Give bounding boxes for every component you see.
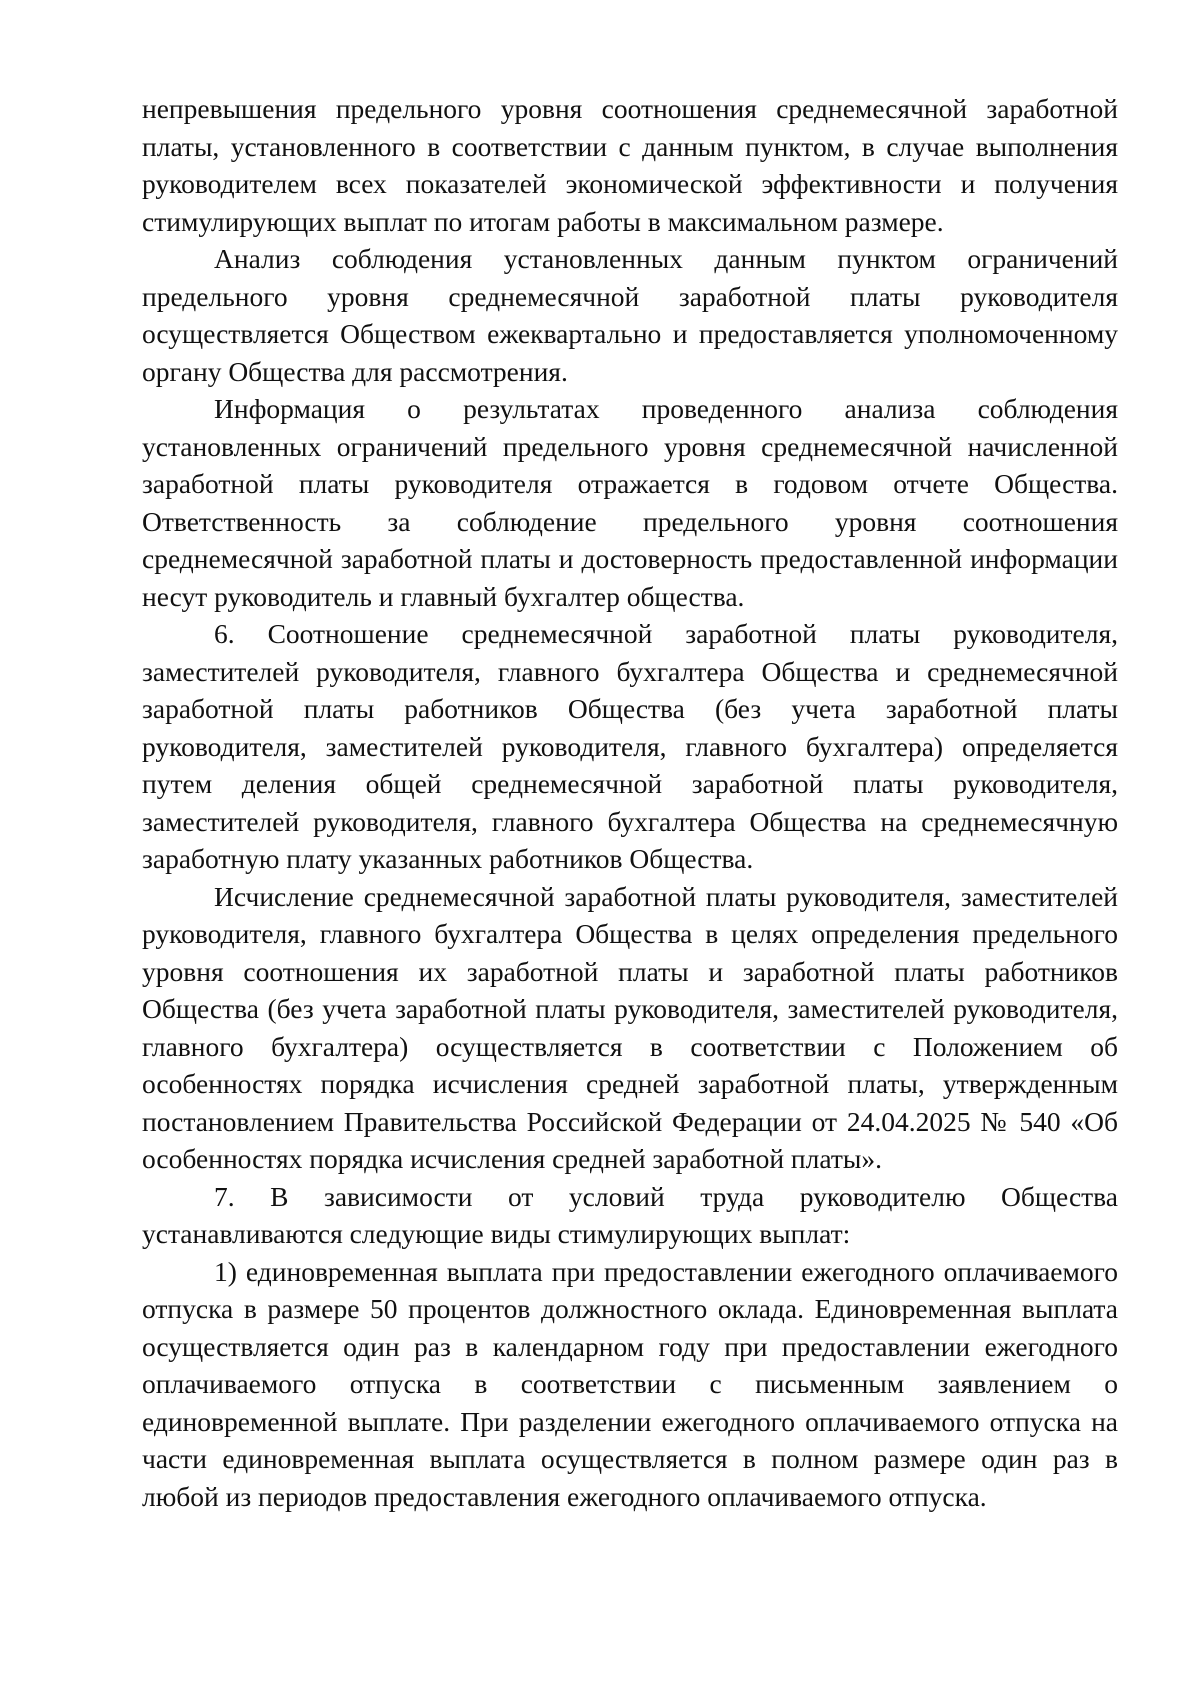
paragraph-item-7: 7. В зависимости от условий труда руководителю Общества устанавливаются следующие виды стимулирующих выплат:: [142, 1180, 1118, 1249]
paragraph-continuation: непревышения предельного уровня соотношения среднемесячной заработной платы, установленного в соответствии с данным пунктом, в случае выполнения руководителем всех показателей экономической эффективности и получения стимулирующих выплат по итогам работы в максимальном размере.: [142, 93, 1118, 237]
document-page: [142, 90, 1118, 1515]
paragraph-item-6: 6. Соотношение среднемесячной заработной платы руководителя, заместителей руководителя, главного бухгалтера Общества и среднемесячной заработной платы работников Общества (без учета заработной платы руководителя, заместителей руководителя, главного бухгалтера) определяется путем деления общей среднемесячной заработной платы руководителя, заместителей руководителя, главного бухгалтера Общества на среднемесячную заработную плату указанных работников Общества.: [142, 618, 1118, 874]
paragraph-calculation: Исчисление среднемесячной заработной платы руководителя, заместителей руководителя, главного бухгалтера Общества в целях определения предельного уровня соотношения их заработной платы и заработной платы работников Общества (без учета заработной платы руководителя, заместителей руководителя, главного бухгалтера) осуществляется в соответствии с Положением об особенностях порядка исчисления средней заработной платы, утвержденным постановлением Правительства Российской Федерации от 24.04.2025 № 540 «Об особенностях порядка исчисления средней заработной платы».: [142, 880, 1118, 1174]
paragraph-analysis: Анализ соблюдения установленных данным пунктом ограничений предельного уровня среднемесячной заработной платы руководителя осуществляется Обществом ежеквартально и предоставляется уполномоченному органу Общества для рассмотрения.: [142, 243, 1118, 387]
paragraph-information: Информация о результатах проведенного анализа соблюдения установленных ограничений предельного уровня среднемесячной начисленной заработной платы руководителя отражается в годовом отчете Общества. Ответственность за соблюдение предельного уровня соотношения среднемесячной заработной платы и достоверность предоставленной информации несут руководитель и главный бухгалтер общества.: [142, 393, 1118, 612]
paragraph-subitem-1: 1) единовременная выплата при предоставлении ежегодного оплачиваемого отпуска в размере 50 процентов должностного оклада. Единовременная выплата осуществляется один раз в календарном году при предоставлении ежегодного оплачиваемого отпуска в соответствии с письменным заявлением о единовременной выплате. При разделении ежегодного оплачиваемого отпуска на части единовременная выплата осуществляется в полном размере один раз в любой из периодов предоставления ежегодного оплачиваемого отпуска.: [142, 1255, 1118, 1512]
